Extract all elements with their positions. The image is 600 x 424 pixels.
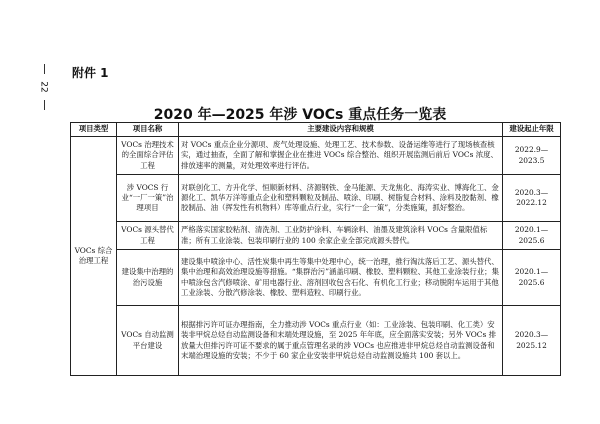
header-project-name: 项目名称 [117, 123, 179, 137]
project-name-cell: 涉 VOCS 行业“一厂一策”治理项目 [117, 175, 179, 222]
period-cell: 2022.9—2023.5 [503, 137, 561, 175]
header-period: 建设起止年限 [503, 123, 561, 137]
content-cell: 对 VOCs 重点企业分源项、废气处理设施、处理工艺、技术参数、设备运维等进行了现场核查核实，通过抽查，全面了解和掌握企业在推进 VOCs 综合整治、组织开展监测后前后 VOCs 浓度、排放速率的测量，对处理效率进行评估。 [179, 137, 503, 175]
page-number-dash-top [44, 64, 45, 74]
table-header-row [71, 123, 561, 137]
project-name-cell: VOCs 自动监测平台建设 [117, 306, 179, 376]
project-name-cell: 建设集中治理的治污设施 [117, 250, 179, 306]
period-cell: 2020.3—2025.12 [503, 306, 561, 376]
project-name-cell: VOCs 源头替代工程 [117, 222, 179, 250]
project-name-cell: VOCs 治理技术的全面综合评估工程 [117, 137, 179, 175]
content-cell: 对联创化工、方升化学、恒顺新材料、济源钢铁、金马能源、天龙焦化、海涛实业、博海化工、金源化工、凯华万洋等重点企业和塑料颗粒及制品、喷涂、印刷、树脂复合材料、涂料及胶黏剂、橡胶制品、油（挥发性有机物料）库等重点行业，实行“一企一策”，分类施策，抓好整治。 [179, 175, 503, 222]
table-row [71, 306, 561, 376]
header-project-type: 项目类型 [71, 123, 117, 137]
page-number-text: 22 [38, 81, 49, 93]
period-cell: 2020.1—2025.6 [503, 222, 561, 250]
table-row [71, 175, 561, 222]
content-cell: 根据排污许可证办理指南，全力推动涉 VOCs 重点行业（如：工业涂装、包装印刷、化工类）安装非甲烷总烃自动监测设备和末端处理设施，至 2025 年年底，应全面落实安装；另外 VOCs 排放量大但排污许可证不要求的属于重点管理名录的涉 VOCs 也应推进非甲烷总烃自动监测设备和末端治理设施的安装；不少于 60 家企业安装非甲烷总烃自动监测设施共 100 套以上。 [179, 306, 503, 376]
content-cell: 严格落实国家胶粘剂、清洗剂、工业防护涂料、车辆涂料、油墨及建筑涂料 VOCs 含量限值标准；所有工业涂装、包装印刷行业的 100 余家企业全部完成源头替代。 [179, 222, 503, 250]
task-table [70, 122, 561, 376]
header-content: 主要建设内容和规模 [179, 123, 503, 137]
table-row [71, 250, 561, 306]
attachment-label: 附件 1 [72, 66, 109, 80]
period-cell: 2020.1—2025.6 [503, 250, 561, 306]
document-title: 2020 年—2025 年涉 VOCs 重点任务一览表 [153, 107, 447, 123]
table-row [71, 222, 561, 250]
period-cell: 2020.3—2022.12 [503, 175, 561, 222]
category-cell: VOCs 综合治理工程 [71, 137, 117, 376]
content-cell: 建设集中喷涂中心、活性炭集中再生等集中处理中心，统一治理，推行淘汰落后工艺、源头替代、集中治理和高效治理设施等措施。“集群治污”涵盖印刷、橡胶、塑料颗粒、其他工业涂装行业；集中喷涂包含汽修喷涂、矿用电器行业、溶剂回收包含石化、有机化工行业；移动脱附车运用于其他工业涂装、分散汽修涂装、橡胶、塑料造粒、印刷行业。 [179, 250, 503, 306]
table-row [71, 137, 561, 175]
